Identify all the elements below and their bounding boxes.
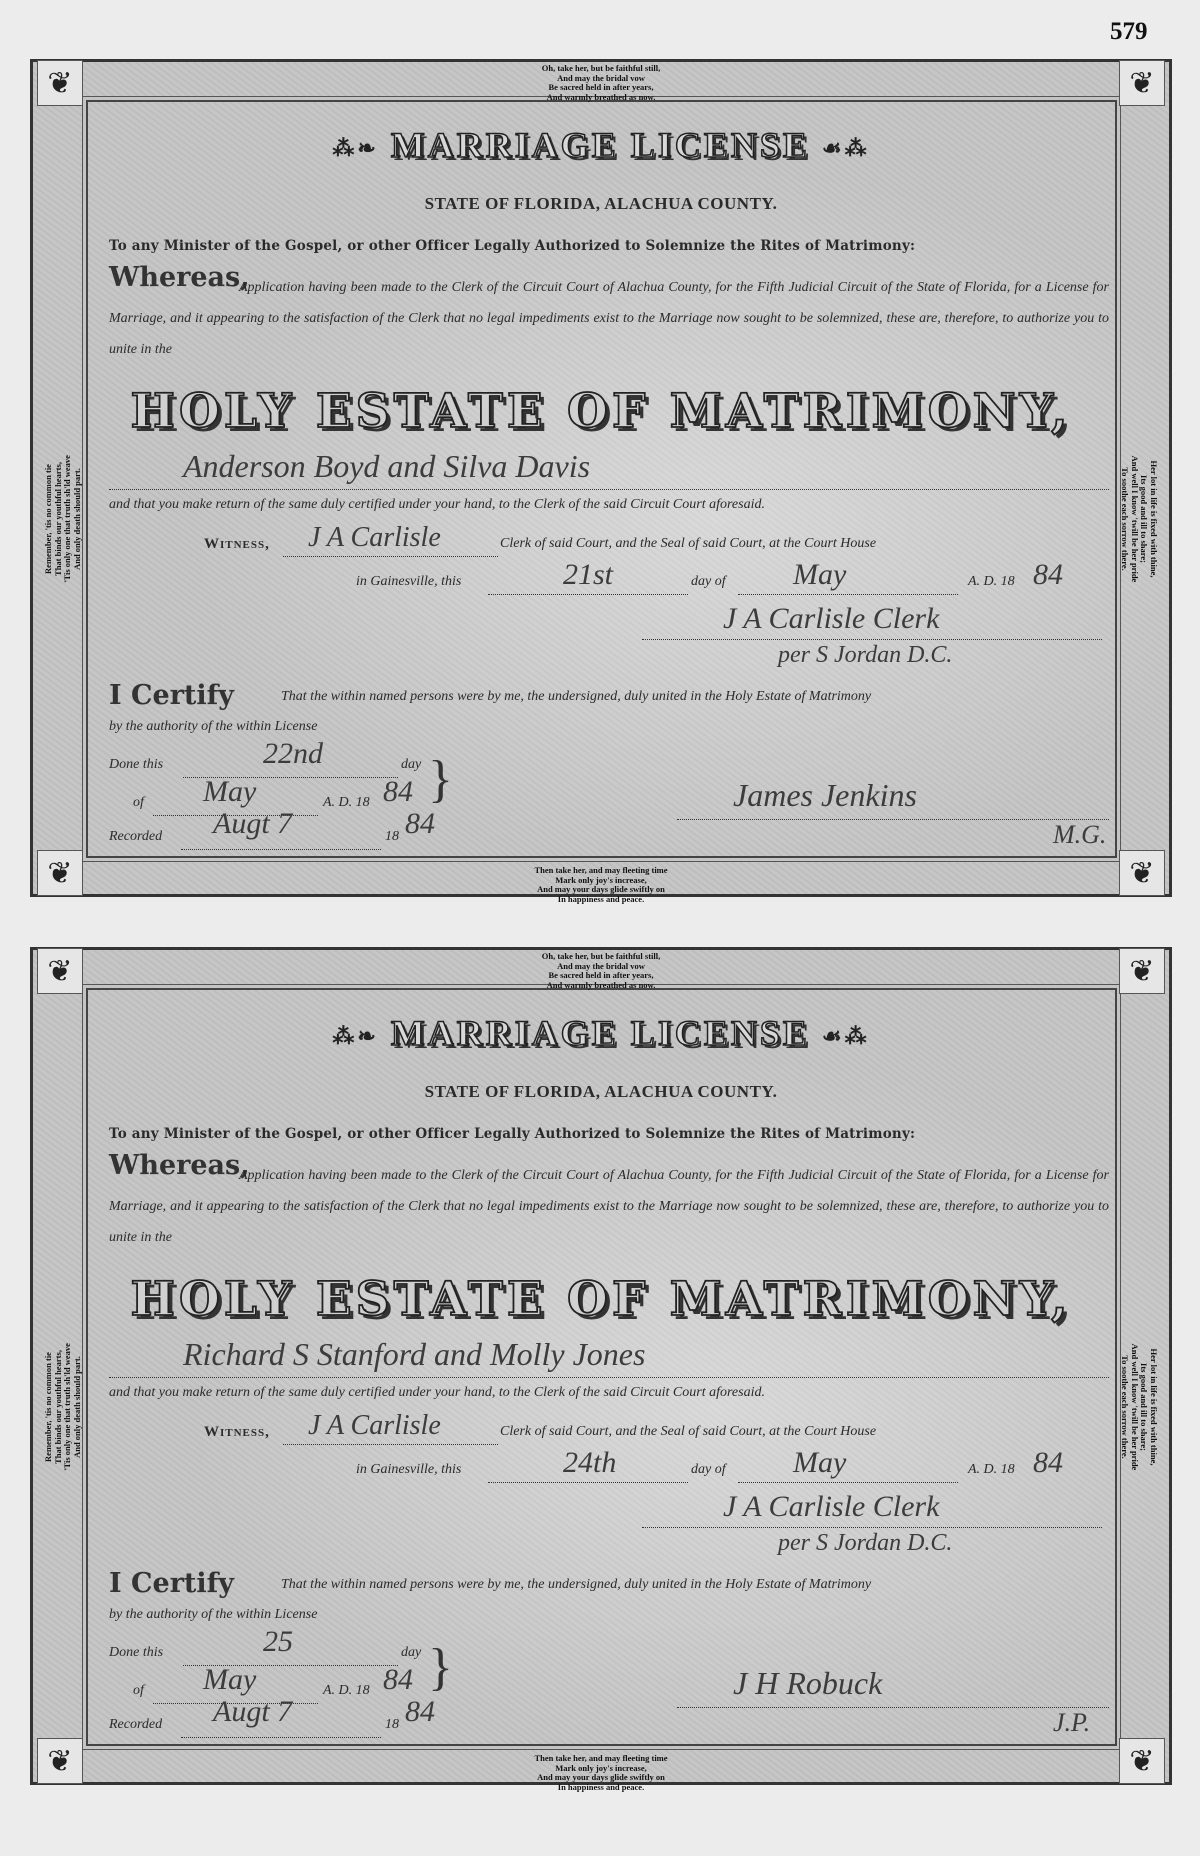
clerk-text: Clerk of said Court, and the Seal of said Court, at the Court House (500, 1424, 877, 1439)
poem-line: Be sacred held in after years, (548, 970, 654, 980)
authority-text: by the authority of the within License (109, 719, 318, 734)
corner-ornament-icon: ❦ (37, 60, 83, 106)
officiant-title: J.P. (1053, 1708, 1091, 1737)
poem-line: Oh, take her, but be faithful still, (541, 951, 661, 961)
top-poem (33, 64, 1169, 102)
poem-line: That binds our youthful hearts, (52, 462, 63, 576)
done-month: May (203, 1663, 257, 1696)
ad-label: A. D. 18 (968, 1462, 1015, 1477)
done-this-label: Done this (109, 757, 164, 772)
officiant-title: M.G. (1053, 820, 1107, 849)
right-poem (1120, 1297, 1158, 1517)
license-day: 21st (563, 558, 614, 591)
poem-line: Be sacred held in after years, (548, 82, 654, 92)
brace: } (428, 751, 453, 808)
ad-short-label: A. D. 18 (323, 1683, 370, 1698)
recorded-year: 84 (405, 807, 435, 840)
bottom-poem (33, 1754, 1169, 1792)
holy-estate-heading: HOLY ESTATE OF MATRIMONY, (130, 384, 1072, 439)
marriage-license (30, 59, 1172, 904)
license-month: May (793, 1446, 847, 1479)
marriage-license (30, 947, 1172, 1792)
state-county-heading: STATE OF FLORIDA, ALACHUA COUNTY. (424, 1082, 778, 1101)
ad-label: A. D. 18 (968, 574, 1015, 589)
scroll-ornament-icon: ☙⁂ (821, 135, 870, 161)
gainesville-label: in Gainesville, this (356, 1462, 462, 1477)
recorded-label: Recorded (109, 1717, 163, 1732)
witness-signature: J A Carlisle (308, 1410, 441, 1441)
license-title (33, 1012, 1169, 1054)
whereas-heading: Whereas, (109, 1150, 250, 1181)
done-day: 25 (263, 1625, 293, 1658)
left-poem (44, 409, 82, 629)
certify-heading: I Certify (109, 680, 234, 711)
license-title (33, 124, 1169, 166)
whereas-heading: Whereas, (109, 262, 250, 293)
poem-line: And only death should part. (71, 468, 82, 570)
poem-line: And only death should part. (71, 1356, 82, 1458)
poem-line: Her lot in life is fixed with thine, (1149, 460, 1159, 578)
witness-signature: J A Carlisle (308, 522, 441, 553)
poem-line: And well I know 'twill be her pride (1130, 1343, 1140, 1471)
day-of-label: day of (691, 574, 726, 589)
state-county-heading: STATE OF FLORIDA, ALACHUA COUNTY. (424, 194, 778, 213)
recorded-date: Augt 7 (213, 807, 293, 840)
deputy-signature: per S Jordan D.C. (778, 1530, 953, 1556)
address-line: To any Minister of the Gospel, or other Officer Legally Authorized to Solemnize the Rites of Matrimony: (109, 238, 916, 254)
month-line (738, 574, 958, 595)
recorded-18-label: 18 (385, 1717, 399, 1732)
poem-line: To soothe each sorrow there. (1120, 467, 1131, 571)
return-text: and that you make return of the same duly certified under your hand, to the Clerk of the said Circuit Court aforesaid. (109, 1385, 765, 1400)
of-label: of (133, 795, 144, 810)
corner-ornament-icon: ❦ (1119, 850, 1165, 896)
poem-line: Mark only joy's increase, (555, 874, 647, 885)
poem-line: Its good and ill to share; (1139, 1363, 1150, 1451)
corner-ornament-icon: ❦ (37, 948, 83, 994)
poem-line: Its good and ill to share; (1139, 475, 1150, 563)
witness-label: Witness, (204, 536, 270, 552)
authority-text: by the authority of the within License (109, 1607, 318, 1622)
clerk-text: Clerk of said Court, and the Seal of said Court, at the Court House (500, 536, 877, 551)
poem-line: And warmly breathed as now. (546, 91, 656, 102)
done-day: 22nd (263, 737, 323, 770)
clerk-signature: J A Carlisle Clerk (723, 1490, 940, 1523)
gainesville-label: in Gainesville, this (356, 574, 462, 589)
done-year: 84 (383, 1663, 413, 1696)
poem-line: And may your days glide swiftly on (537, 884, 665, 894)
poem-line: To soothe each sorrow there. (1120, 1355, 1131, 1459)
corner-ornament-icon: ❦ (1119, 60, 1165, 106)
corner-ornament-icon: ❦ (37, 1738, 83, 1784)
certify-text: That the within named persons were by me, the undersigned, duly united in the Holy Estate of Matrimony (281, 689, 872, 704)
day-of-label: day of (691, 1462, 726, 1477)
certify-heading: I Certify (109, 1568, 234, 1599)
license-year: 84 (1033, 558, 1063, 591)
title-text: MARRIAGE LICENSE (390, 125, 810, 165)
bottom-poem (33, 866, 1169, 904)
license-day: 24th (563, 1446, 617, 1479)
poem-line: Remember, 'tis no common tie (43, 464, 53, 574)
poem-line: And well I know 'twill be her pride (1130, 455, 1140, 583)
poem-line: And may the bridal vow (557, 72, 645, 83)
officiant-signature: J H Robuck (733, 1665, 883, 1701)
couple-names: Richard S Stanford and Molly Jones (183, 1336, 646, 1372)
poem-line: 'Tis only one that truth sh'ld weave (62, 1343, 72, 1471)
ad-short-label: A. D. 18 (323, 795, 370, 810)
poem-line: Remember, 'tis no common tie (43, 1352, 53, 1462)
recorded-date: Augt 7 (213, 1695, 293, 1728)
done-year: 84 (383, 775, 413, 808)
poem-line: Then take her, and may fleeting time (534, 865, 668, 875)
poem-line: In happiness and peace. (557, 893, 645, 904)
whereas-paragraph: Application having been made to the Clerk of the Circuit Court of Alachua County, for the Fifth Judicial Circuit of the State of Florida, for a License for Marriage, and it appearing to the satisfaction of the Clerk that no legal impediments exist to the Marriage now sought to be solemnized, these are, therefore, to authorize you to unite in the (109, 280, 1109, 357)
poem-line: And warmly breathed as now. (546, 979, 656, 990)
recorded-label: Recorded (109, 829, 163, 844)
of-label: of (133, 1683, 144, 1698)
officiant-signature: James Jenkins (733, 777, 917, 813)
address-line: To any Minister of the Gospel, or other Officer Legally Authorized to Solemnize the Rites of Matrimony: (109, 1126, 916, 1142)
scroll-ornament-icon: ☙⁂ (821, 1023, 870, 1049)
corner-ornament-icon: ❦ (37, 850, 83, 896)
recorded-year: 84 (405, 1695, 435, 1728)
day-label: day (401, 1645, 422, 1660)
poem-line: Mark only joy's increase, (555, 1762, 647, 1773)
poem-line: And may the bridal vow (557, 960, 645, 971)
poem-line: Her lot in life is fixed with thine, (1149, 1348, 1159, 1466)
poem-line: Oh, take her, but be faithful still, (541, 63, 661, 73)
poem-line: That binds our youthful hearts, (52, 1350, 63, 1464)
poem-line: In happiness and peace. (557, 1781, 645, 1792)
couple-names: Anderson Boyd and Silva Davis (183, 448, 591, 484)
witness-label: Witness, (204, 1424, 270, 1440)
poem-line: And may your days glide swiftly on (537, 1772, 665, 1782)
poem-line: 'Tis only one that truth sh'ld weave (62, 455, 72, 583)
return-text: and that you make return of the same duly certified under your hand, to the Clerk of the said Circuit Court aforesaid. (109, 497, 765, 512)
license-year: 84 (1033, 1446, 1063, 1479)
clerk-signature: J A Carlisle Clerk (723, 602, 940, 635)
whereas-paragraph: Application having been made to the Clerk of the Circuit Court of Alachua County, for the Fifth Judicial Circuit of the State of Florida, for a License for Marriage, and it appearing to the satisfaction of the Clerk that no legal impediments exist to the Marriage now sought to be solemnized, these are, therefore, to authorize you to unite in the (109, 1168, 1109, 1245)
recorded-18-label: 18 (385, 829, 399, 844)
holy-estate-heading: HOLY ESTATE OF MATRIMONY, (130, 1272, 1072, 1327)
corner-ornament-icon: ❦ (1119, 1738, 1165, 1784)
page-number: 579 (1110, 18, 1148, 45)
left-poem (44, 1297, 82, 1517)
top-poem (33, 952, 1169, 990)
month-line (738, 1462, 958, 1483)
day-label: day (401, 757, 422, 772)
right-poem (1120, 409, 1158, 629)
brace: } (428, 1639, 453, 1696)
corner-ornament-icon: ❦ (1119, 948, 1165, 994)
deputy-signature: per S Jordan D.C. (778, 642, 953, 668)
poem-line: Then take her, and may fleeting time (534, 1753, 668, 1763)
scroll-ornament-icon: ⁂❧ (332, 135, 379, 161)
done-month: May (203, 775, 257, 808)
license-month: May (793, 558, 847, 591)
scroll-ornament-icon: ⁂❧ (332, 1023, 379, 1049)
done-this-label: Done this (109, 1645, 164, 1660)
certify-text: That the within named persons were by me, the undersigned, duly united in the Holy Estate of Matrimony (281, 1577, 872, 1592)
title-text: MARRIAGE LICENSE (390, 1013, 810, 1053)
